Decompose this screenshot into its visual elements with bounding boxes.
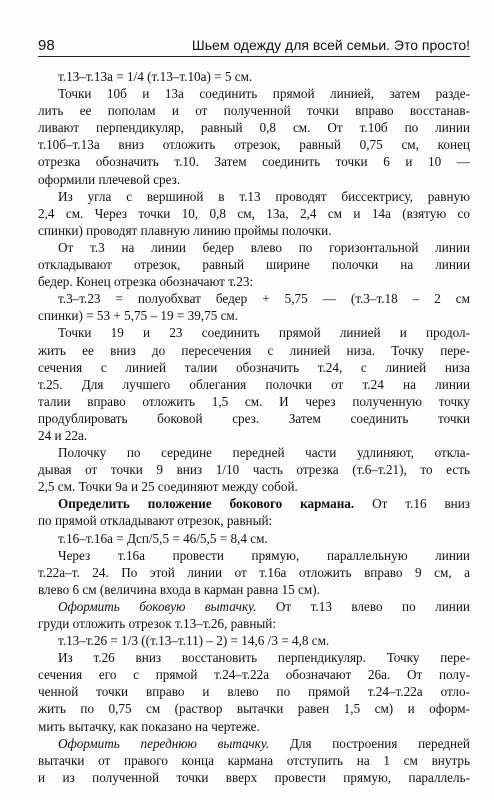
text-span: ченной точки вправо и влево по прямой т.24–т.22а отло- [38,684,470,700]
text-line [38,359,470,376]
text-line [38,444,470,461]
text-span: От т.16 вниз [354,496,470,512]
text-line [38,85,470,102]
text-span: сечения с линией талии обозначить т.24, с линией низа [38,359,470,375]
text-line [38,307,470,324]
text-line [38,512,470,529]
text-line [38,393,470,410]
text-line [38,769,470,786]
text-span: т.3–т.23 = полуобхват бедер + 5,75 — (т.3–т.18 – 2 см [58,291,470,307]
text-line [38,342,470,359]
text-line [38,273,470,290]
text-line [38,598,470,615]
text-line [38,205,470,222]
text-line [38,290,470,307]
text-line [38,410,470,427]
text-span: отрезка обозначить т.10. Затем соединить точки 6 и 10 — [38,154,470,170]
text-span: 2,5 см. Точки 9а и 25 соединяют между собой. [38,479,298,495]
text-line [38,68,470,85]
text-line [38,581,470,598]
text-span: влево 6 см (величина входа в карман равна 15 см). [38,581,320,597]
text-span: Точки 10б и 13а соединить прямой линией, затем разде- [58,86,470,102]
text-line [38,649,470,666]
text-span: лить ее пополам и от полученной точки вправо восстанав- [38,103,470,119]
text-span: 24 и 22а. [38,427,88,443]
text-line [38,239,470,256]
text-line [38,718,470,735]
text-line [38,632,470,649]
text-span: ливают перпендикуляр, равный 0,8 см. От т.10б по линии [38,120,470,136]
text-line [38,547,470,564]
text-line [38,119,470,136]
header-rule [38,56,470,57]
text-span: спинки) = 53 + 5,75 – 19 = 39,75 см. [38,308,239,324]
text-span: оформили плечевой срез. [38,171,181,187]
text-span: Полочку по середине передней части удлиняют, откла- [58,445,470,461]
text-line [38,136,470,153]
text-line [38,495,470,512]
text-span: Точки 19 и 23 соединить прямой линией и продол- [58,325,470,341]
text-line [38,222,470,239]
text-span: Для построения передней [269,735,470,751]
text-span: От т.3 на линии бедер влево по горизонтальной линии [58,239,470,255]
text-span: Из угла с вершиной в т.13 проводят биссектрису, равную [58,188,470,204]
text-line [38,752,470,769]
text-span: т.22а–т. 24. По этой линии от т.16а отложить вправо 9 см, а [38,564,470,580]
bold-heading: Определить положение бокового кармана. [58,496,355,512]
running-title: Шьем одежду для всей семьи. Это просто! [191,37,470,53]
text-line [38,564,470,581]
text-span: жить по 0,75 см (раствор вытачки равен 1,5 см) и оформ- [38,701,470,717]
text-span: Через т.16а провести прямую, параллельную линии [58,547,470,563]
body-text [38,68,470,786]
text-span: сечения его с прямой т.24–т.22а обозначают 26а. От полу- [38,667,470,683]
text-span: откладывают отрезок, равный ширине полочки на линии [38,257,470,273]
text-line [38,188,470,205]
text-line [38,153,470,170]
text-span: 2,4 см. Через точки 10, 0,8 см, 13а, 2,4 см и 14а (взятую со [38,205,470,221]
text-span: От т.13 влево по линии [256,598,470,614]
text-span: вытачки от правого конца кармана отступить на 1 см внутрь [38,752,470,768]
italic-heading: Оформить переднюю вытачку. [58,735,270,751]
page-number: 98 [38,37,55,54]
text-span: жить ее вниз до пересечения с линией низа. Точку пере- [38,342,470,358]
text-line [38,735,470,752]
text-span: мить вытачку, как показано на чертеже. [38,718,260,734]
text-line [38,324,470,341]
text-line [38,376,470,393]
text-line [38,530,470,547]
text-line [38,256,470,273]
text-span: и из полученной точки вверх провести прямую, параллель- [38,769,470,785]
text-line [38,478,470,495]
text-span: спинки) проводят плавную линию проймы полочки. [38,222,332,238]
text-span: т.25. Для лучшего облегания полочки от т.24 на линии [38,376,470,392]
text-span: бедер. Конец отрезка обозначают т.23: [38,274,254,290]
text-span: т.13–т.13а = 1/4 (т.13–т.10а) = 5 см. [58,69,253,84]
text-span: по прямой откладывают отрезок, равный: [38,513,273,529]
italic-heading: Оформить боковую вытачку. [58,598,257,614]
text-line [38,683,470,700]
text-line [38,461,470,478]
text-span: Из т.26 вниз восстановить перпендикуляр. Точку пере- [58,650,470,666]
text-line [38,171,470,188]
text-line [38,700,470,717]
text-span: талии вправо отложить 1,5 см. И через полученную точку [38,393,470,409]
text-line [38,666,470,683]
text-span: груди отложить отрезок т.13–т.26, равный: [38,616,276,631]
text-span: т.10б–т.13а вниз отложить отрезок, равный 0,75 см, конец [38,137,470,153]
text-line [38,615,470,632]
text-span: продублировать боковой срез. Затем соединить точки [38,410,470,426]
text-line [38,102,470,119]
text-line [38,427,470,444]
text-span: т.13–т.26 = 1/3 ((т.13–т.11) – 2) = 14,6 /3 = 4,8 см. [58,633,330,649]
text-span: т.16–т.16а = Дсп/5,5 = 46/5,5 = 8,4 см. [58,530,268,546]
text-span: дывая от точки 9 вниз 1/10 часть отрезка (т.6–т.21), то есть [38,462,470,478]
